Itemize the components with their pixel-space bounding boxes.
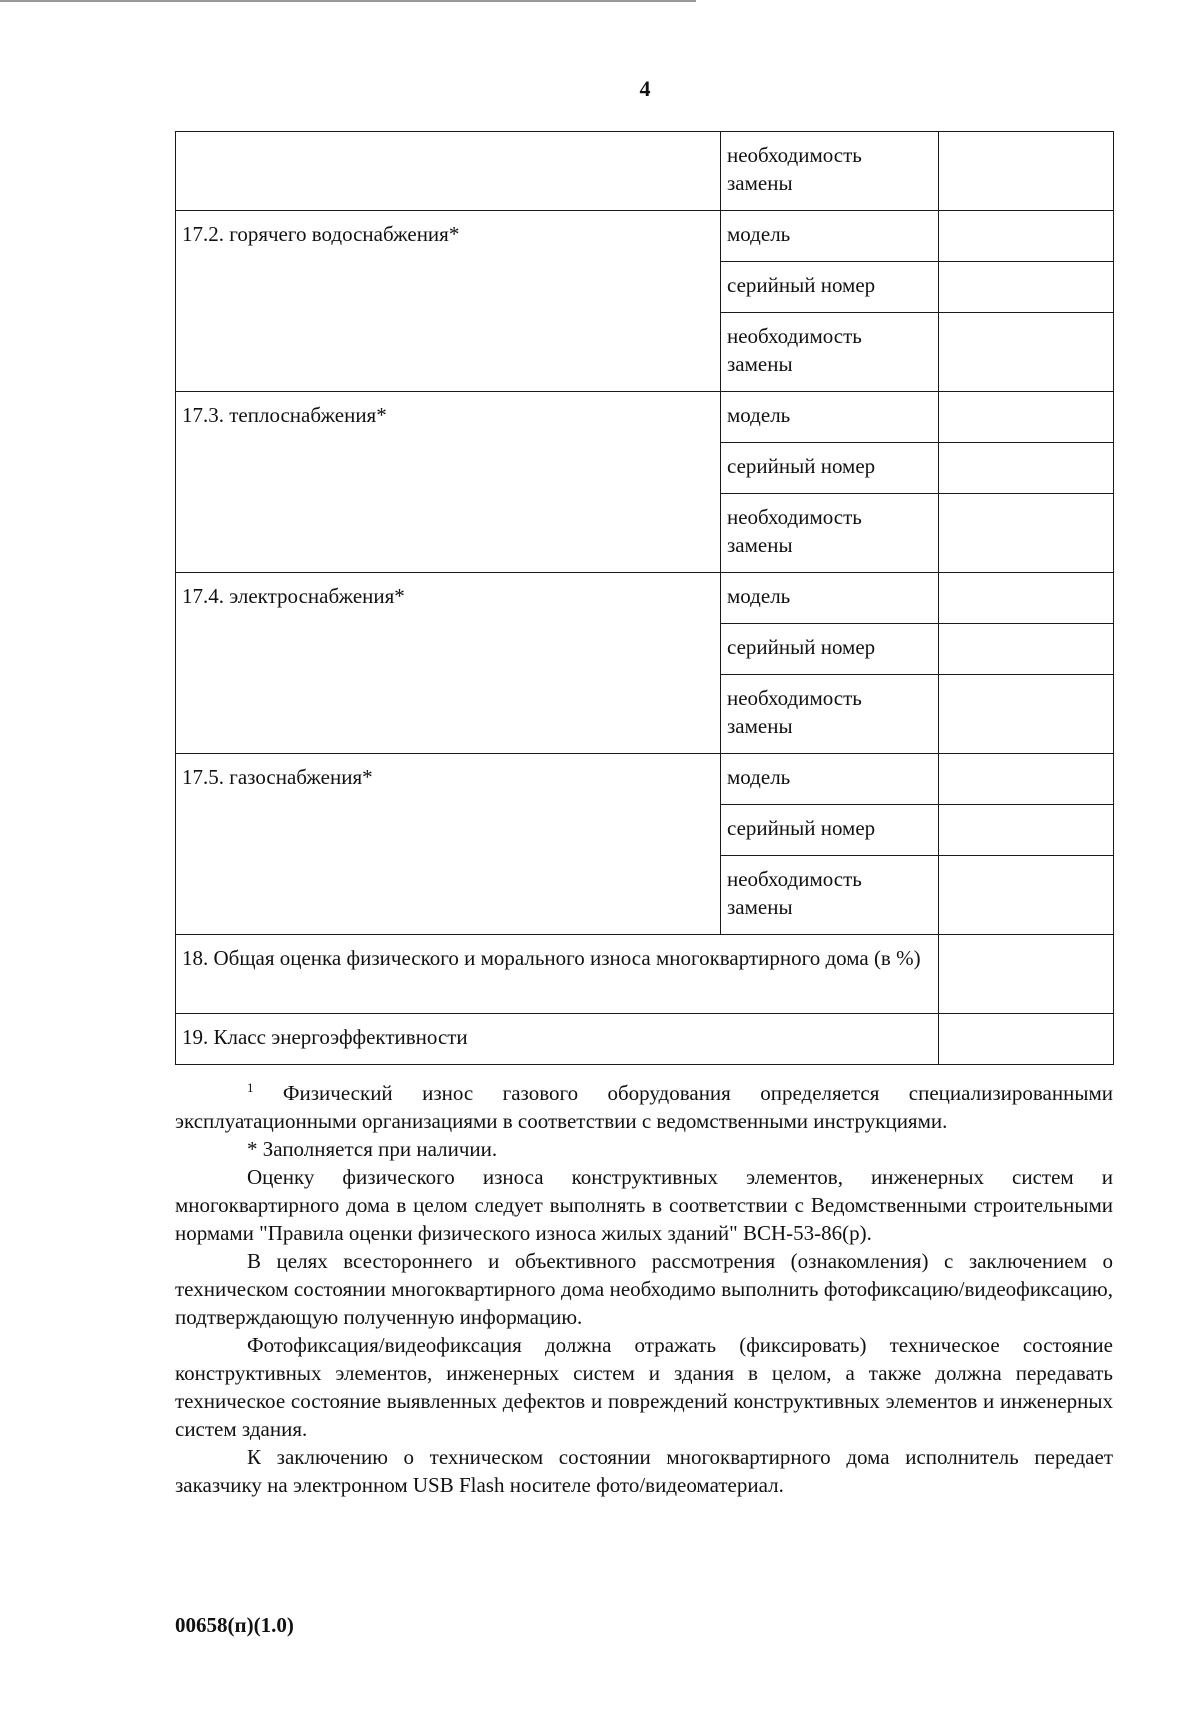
- param-label: серийный номер: [721, 805, 939, 856]
- note-paragraph: Оценку физического износа конструктивных элементов, инженерных систем и многоквартирного дома в целом следует выполнять в соответствии с Ведомственными строительными нормами "Правила оценки физического износа жилых зданий" ВСН-53-86(р).: [175, 1165, 1113, 1245]
- table-row: [176, 573, 1114, 624]
- value-cell: [939, 262, 1114, 313]
- value-cell: [939, 573, 1114, 624]
- footnote: [175, 1074, 1113, 1135]
- value-cell: [939, 211, 1114, 262]
- param-label: серийный номер: [721, 624, 939, 675]
- param-label: модель: [721, 573, 939, 624]
- group-label-cell: 17.3. теплоснабжения*: [176, 392, 721, 573]
- param-label: необходимость замены: [721, 313, 939, 392]
- value-cell: [939, 805, 1114, 856]
- asterisk-note: * Заполняется при наличии.: [247, 1137, 498, 1161]
- group-label-cell: 17.4. электроснабжения*: [176, 573, 721, 754]
- param-label: модель: [721, 392, 939, 443]
- footnote-mark: 1: [247, 1080, 254, 1095]
- note-paragraph: К заключению о техническом состоянии многоквартирного дома исполнитель передает заказчику на электронном USB Flash носителе фото/видеоматериал.: [175, 1445, 1113, 1497]
- param-label: модель: [721, 754, 939, 805]
- param-label: необходимость замены: [721, 675, 939, 754]
- param-label: необходимость замены: [721, 132, 939, 211]
- table-row: [176, 1014, 1114, 1065]
- note-paragraph: Фотофиксация/видеофиксация должна отражать (фиксировать) техническое состояние конструктивных элементов, инженерных систем и здания в целом, а также должна передавать техническое состояние выявленных дефектов и повреждений конструктивных элементов и инженерных систем здания.: [175, 1333, 1113, 1441]
- table-row: [176, 211, 1114, 262]
- value-cell: [939, 935, 1114, 1014]
- note-paragraph: В целях всестороннего и объективного рассмотрения (ознакомления) с заключением о техническом состоянии многоквартирного дома необходимо выполнить фотофиксацию/видеофиксацию, подтверждающую полученную информацию.: [175, 1249, 1113, 1329]
- group-label-cell: 17.5. газоснабжения*: [176, 754, 721, 935]
- row-19-label: 19. Класс энергоэффективности: [176, 1014, 939, 1065]
- param-label: серийный номер: [721, 262, 939, 313]
- param-label: необходимость замены: [721, 494, 939, 573]
- table-row: [176, 754, 1114, 805]
- value-cell: [939, 754, 1114, 805]
- table-row: [176, 935, 1114, 1014]
- value-cell: [939, 392, 1114, 443]
- scan-border-line: [0, 0, 696, 2]
- table-row: [176, 392, 1114, 443]
- value-cell: [939, 1014, 1114, 1065]
- table-row: [176, 132, 1114, 211]
- value-cell: [939, 313, 1114, 392]
- value-cell: [939, 132, 1114, 211]
- footnote-text: Физический износ газового оборудования определяется специализированными эксплуатационными организациями в соответствии с ведомственными инструкциями.: [175, 1081, 1113, 1133]
- row-18-label: 18. Общая оценка физического и морального износа многоквартирного дома (в %): [176, 935, 939, 1014]
- value-cell: [939, 624, 1114, 675]
- notes-block: [175, 1074, 1113, 1499]
- group-label-cell: [176, 132, 721, 211]
- param-label: серийный номер: [721, 443, 939, 494]
- group-label-cell: 17.2. горячего водоснабжения*: [176, 211, 721, 392]
- document-code: 00658(п)(1.0): [175, 1613, 294, 1637]
- param-label: необходимость замены: [721, 856, 939, 935]
- page-number: 4: [639, 76, 651, 101]
- value-cell: [939, 443, 1114, 494]
- value-cell: [939, 856, 1114, 935]
- value-cell: [939, 675, 1114, 754]
- param-label: модель: [721, 211, 939, 262]
- inspection-table: [175, 131, 1114, 1065]
- value-cell: [939, 494, 1114, 573]
